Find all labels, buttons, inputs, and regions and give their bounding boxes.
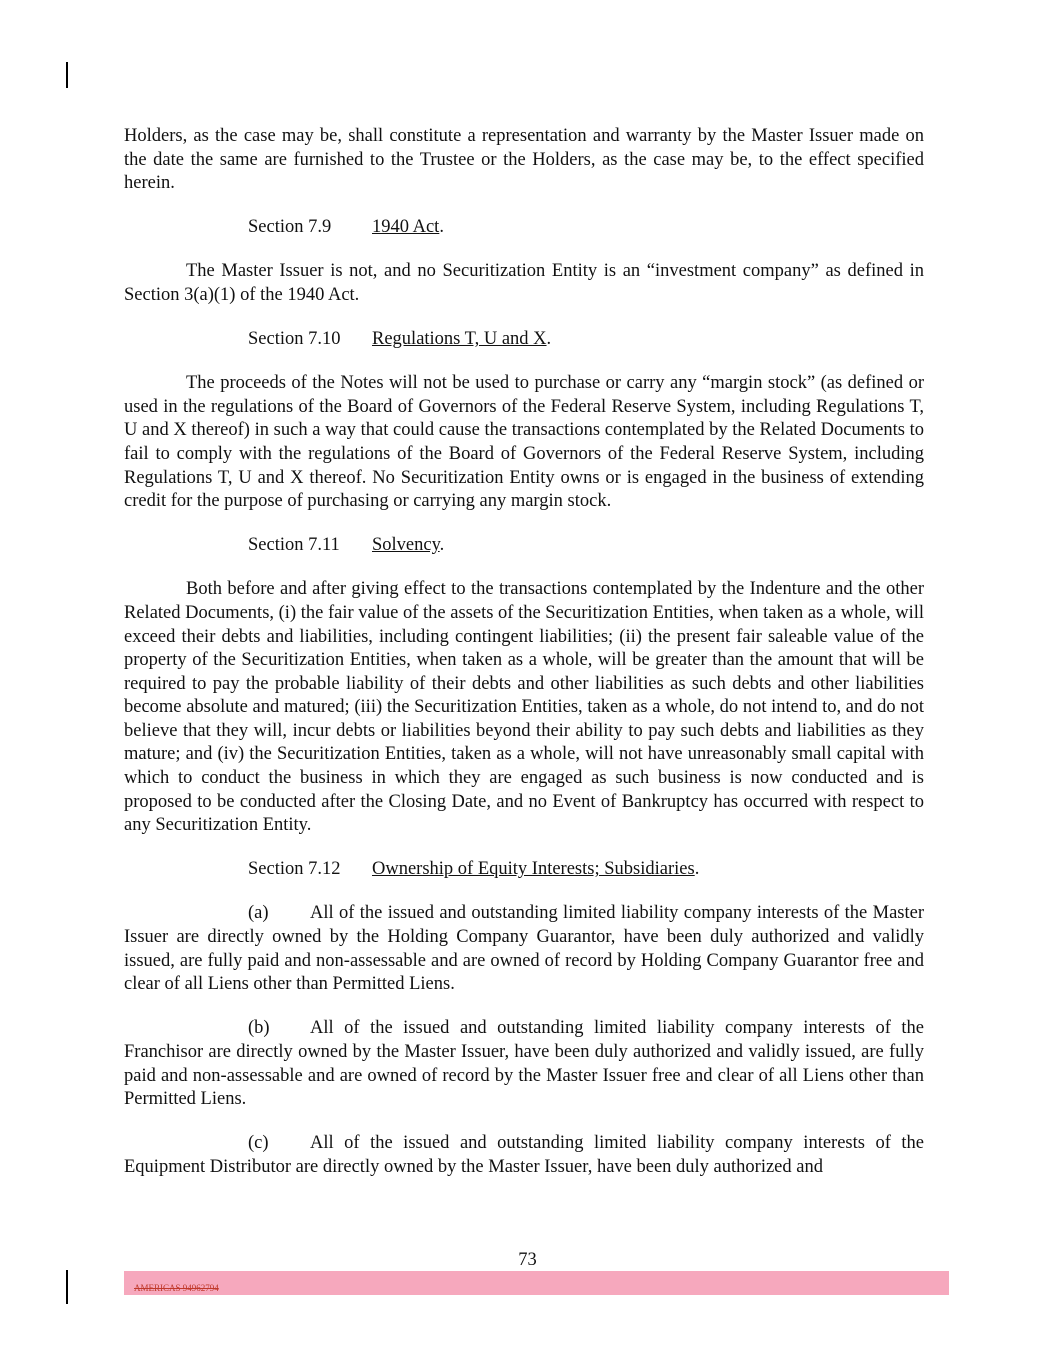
section-title: 1940 Act: [372, 217, 440, 238]
subparagraph-text: All of the issued and outstanding limited liability company interests of the Equipment Distributor are directly owned by the Master Issuer, have been duly authorized and: [124, 1133, 924, 1177]
subparagraph-label: (a): [248, 903, 269, 924]
section-number: Section 7.9: [248, 217, 332, 238]
section-title: Ownership of Equity Interests; Subsidiaries: [372, 859, 695, 880]
subparagraph-label: (c): [248, 1133, 269, 1154]
section-title: Regulations T, U and X: [372, 329, 547, 350]
subparagraph-label: (b): [248, 1018, 270, 1039]
document-body: [124, 125, 924, 1200]
continuation-paragraph: Holders, as the case may be, shall constitute a representation and warranty by the Master Issuer made on the date the same are furnished to the Trustee or the Holders, as the case may be, to the effect specified herein.: [124, 126, 924, 194]
section-number: Section 7.11: [248, 535, 340, 556]
section-heading-7-9: Section 7.9 1940 Act.: [248, 216, 924, 240]
subparagraph-a: [124, 902, 924, 996]
subparagraph-text: All of the issued and outstanding limited liability company interests of the Franchisor are directly owned by the Master Issuer, have been duly authorized and validly issued, are fully paid and non-assessable and are owned of record by the Master Issuer free and clear of all Liens other than Permitted Liens.: [124, 1018, 924, 1110]
section-7-11-paragraph: Both before and after giving effect to the transactions contemplated by the Indenture and the other Related Documents, (i) the fair value of the assets of the Securitization Entities, when taken as a whole, will exceed their debts and liabilities, including contingent liabilities; (ii) the present fair saleable value of the property of the Securitization Entities, when taken as a whole, will be greater than the amount that will be required to pay the probable liability of their debts and other liabilities as such debts and other liabilities become absolute and matured; (iii) the Securitization Entities, taken as a whole, do not intend to, and do not believe that they will, incur debts or liabilities beyond their ability to pay such debts and liabilities as they mature; and (iv) the Securitization Entities, taken as a whole, will not have unreasonably small capital with which to conduct the business in which they are engaged as such business is now conducted and is proposed to be conducted after the Closing Date, and no Event of Bankruptcy has occurred with respect to any Securitization Entity.: [124, 579, 924, 836]
section-heading-7-11: Section 7.11 Solvency.: [248, 534, 924, 558]
change-bar-top: [66, 62, 68, 88]
subparagraph-b: [124, 1017, 924, 1111]
section-7-9-paragraph: The Master Issuer is not, and no Securitization Entity is an “investment company” as defined in Section 3(a)(1) of the 1940 Act.: [124, 261, 924, 305]
page-number: 73: [518, 1250, 537, 1270]
section-heading-7-10: Section 7.10 Regulations T, U and X.: [248, 328, 924, 352]
change-bar-bottom: [66, 1270, 68, 1304]
section-heading-7-12: Section 7.12 Ownership of Equity Interests; Subsidiaries.: [248, 858, 924, 882]
section-number: Section 7.12: [248, 859, 341, 880]
subparagraph-c: [124, 1132, 924, 1179]
document-id: AMERICAS 94962794: [134, 1283, 219, 1293]
section-7-10-paragraph: The proceeds of the Notes will not be used to purchase or carry any “margin stock” (as defined or used in the regulations of the Board of Governors of the Federal Reserve System, including Regulations T, U and X thereof) in such a way that could cause the transactions contemplated by the Related Documents to fail to comply with the regulations of the Board of Governors of the Federal Reserve System, including Regulations T, U and X thereof. No Securitization Entity owns or is engaged in the business of extending credit for the purpose of purchasing or carrying any margin stock.: [124, 373, 924, 512]
subparagraph-text: All of the issued and outstanding limited liability company interests of the Master Issuer are directly owned by the Holding Company Guarantor, have been duly authorized and validly issued, are fully paid and non-assessable and are owned of record by Holding Company Guarantor free and clear of all Liens other than Permitted Liens.: [124, 903, 924, 995]
section-number: Section 7.10: [248, 329, 341, 350]
footer-bar: [124, 1271, 949, 1295]
section-title: Solvency: [372, 535, 440, 556]
